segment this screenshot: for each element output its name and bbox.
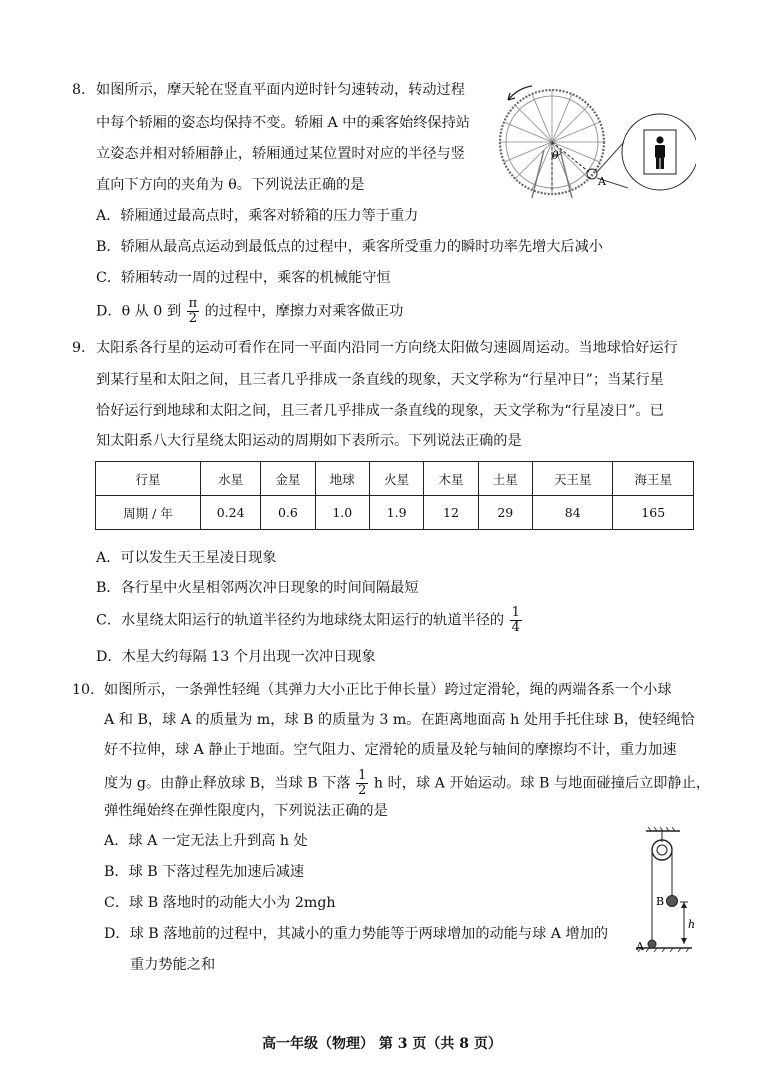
q8-option-c: C．轿厢转动一周的过程中，乘客的机械能守恒 bbox=[96, 270, 391, 286]
q9-stem-line-3: 恰好运行到地球和太阳之间，且三者几乎排成一条直线的现象，天文学称为“行星凌日”。已 bbox=[96, 403, 664, 419]
table-cell: 84 bbox=[532, 496, 612, 530]
table-row bbox=[96, 496, 694, 530]
pi-over-2-fraction: $\frac{\pi}{2}$ bbox=[188, 296, 198, 326]
table-cell: 0.6 bbox=[261, 496, 315, 530]
table-cell: 木星 bbox=[424, 462, 478, 496]
table-cell: 金星 bbox=[261, 462, 315, 496]
q8-stem-line-3: 立姿态并相对轿厢静止，轿厢通过某位置时对应的半径与竖 bbox=[96, 146, 465, 162]
theta-label: θ bbox=[552, 149, 559, 162]
table-cell: 行星 bbox=[96, 462, 201, 496]
q10-stem-line-4: 度为 g。由静止释放球 B，当球 B 下落 $\frac{1}{2}$ h 时，球 A 开始运动。球 B 与地面碰撞后立即静止， bbox=[104, 768, 711, 798]
table-header-row bbox=[96, 462, 694, 496]
table-cell: 地球 bbox=[315, 462, 369, 496]
q8-stem-line-1: 如图所示，摩天轮在竖直平面内逆时针匀速转动，转动过程 bbox=[96, 82, 465, 98]
q9-stem-line-2: 到某行星和太阳之间，且三者几乎排成一条直线的现象，天文学称为“行星冲日”；当某行星 bbox=[96, 372, 664, 388]
q9-stem-line-1: 太阳系各行星的运动可看作在同一平面内沿同一方向绕太阳做匀速圆周运动。当地球恰好运行 bbox=[96, 340, 678, 356]
table-cell: 165 bbox=[613, 496, 694, 530]
planet-period-table bbox=[95, 461, 694, 530]
q8-option-a: A．轿厢通过最高点时，乘客对轿箱的压力等于重力 bbox=[96, 208, 419, 224]
table-cell: 12 bbox=[424, 496, 478, 530]
q9-option-b: B．各行星中火星相邻两次冲日现象的时间间隔最短 bbox=[96, 580, 419, 596]
q8-stem-line-2: 中每个轿厢的姿态均保持不变。轿厢 A 中的乘客始终保持站 bbox=[96, 115, 470, 131]
q8-stem-line-4: 直向下方向的夹角为 θ。下列说法正确的是 bbox=[96, 177, 365, 193]
table-cell: 海王星 bbox=[613, 462, 694, 496]
q9-option-a: A．可以发生天王星凌日现象 bbox=[96, 550, 277, 566]
ball-a-label: A bbox=[636, 940, 644, 953]
q10-stem-line-5: 弹性绳始终在弹性限度内，下列说法正确的是 bbox=[104, 803, 388, 819]
ferris-wheel-figure bbox=[496, 80, 696, 205]
q9-number: 9. bbox=[72, 340, 86, 356]
one-half-fraction: $\frac{1}{2}$ bbox=[358, 768, 367, 798]
q10-number: 10. bbox=[72, 682, 95, 698]
table-cell: 1.9 bbox=[369, 496, 423, 530]
height-h-label: h bbox=[688, 918, 696, 931]
q9-option-c: C．水星绕太阳运行的轨道半径约为地球绕太阳运行的轨道半径的 $\frac{1}{4}$ bbox=[96, 605, 520, 635]
pulley-figure bbox=[628, 826, 704, 958]
q10-option-c: C．球 B 落地时的动能大小为 2mgh bbox=[104, 895, 336, 911]
q8-option-b: B．轿厢从最高点运动到最低点的过程中，乘客所受重力的瞬时功率先增大后减小 bbox=[96, 239, 603, 255]
q10-option-b: B．球 B 下落过程先加速后减速 bbox=[104, 864, 305, 880]
table-cell: 29 bbox=[478, 496, 532, 530]
ball-b-label: B bbox=[656, 895, 665, 908]
q10-option-d: D．球 B 落地前的过程中，其减小的重力势能等于两球增加的动能与球 A 增加的 bbox=[104, 926, 609, 942]
q10-stem-line-3: 好不拉伸，球 A 静止于地面。空气阻力、定滑轮的质量及轮与轴间的摩擦均不计，重力加速 bbox=[104, 742, 677, 758]
table-cell: 水星 bbox=[201, 462, 261, 496]
table-cell: 0.24 bbox=[201, 496, 261, 530]
q8-option-d: D．θ 从 0 到 $\frac{\pi}{2}$ 的过程中，摩擦力对乘客做正功 bbox=[96, 296, 404, 326]
q10-option-d-continued: 重力势能之和 bbox=[130, 957, 216, 973]
page-footer: 高一年级（物理） 第 3 页（共 8 页） bbox=[262, 1036, 502, 1052]
table-cell: 土星 bbox=[478, 462, 532, 496]
q10-stem-line-1: 如图所示，一条弹性轻绳（其弹力大小正比于伸长量）跨过定滑轮，绳的两端各系一个小球 bbox=[104, 682, 672, 698]
table-cell: 1.0 bbox=[315, 496, 369, 530]
table-cell: 火星 bbox=[369, 462, 423, 496]
q9-option-d: D．木星大约每隔 13 个月出现一次冲日现象 bbox=[96, 649, 376, 665]
q10-stem-line-2: A 和 B，球 A 的质量为 m，球 B 的质量为 3 m。在距离地面高 h 处用手托住球 B，使轻绳恰 bbox=[104, 712, 695, 728]
table-cell: 天王星 bbox=[532, 462, 612, 496]
q9-stem-line-4: 知太阳系八大行星绕太阳运动的周期如下表所示。下列说法正确的是 bbox=[96, 433, 522, 449]
cabin-a-label: A bbox=[598, 175, 606, 188]
q10-option-a: A．球 A 一定无法上升到高 h 处 bbox=[104, 833, 308, 849]
table-cell: 周期 / 年 bbox=[96, 496, 201, 530]
one-quarter-fraction: $\frac{1}{4}$ bbox=[511, 605, 520, 635]
q8-number: 8. bbox=[72, 82, 86, 98]
